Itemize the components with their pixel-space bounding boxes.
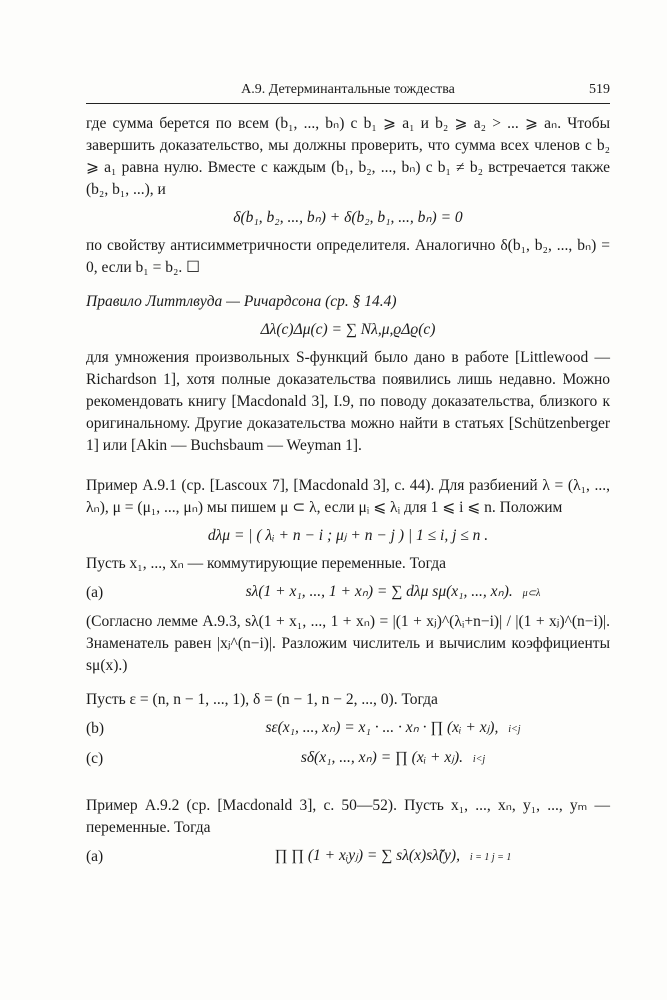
equation-subscript: i<j xyxy=(472,754,486,765)
paragraph: Пусть x₁, ..., xₙ — коммутирующие переменные. Тогда xyxy=(86,555,447,572)
equation-label: (c) xyxy=(86,750,104,767)
paragraph: Пусть ε = (n, n − 1, ..., 1), δ = (n − 1, n − 2, ..., 0). Тогда xyxy=(86,691,438,708)
equation-subscript: i = 1 j = 1 xyxy=(469,852,512,863)
equation-row xyxy=(86,581,610,605)
equation-formula: sλ(1 + x₁, ..., 1 + xₙ) = ∑ dλμ sμ(x₁, ..., xₙ). μ⊂λ xyxy=(245,583,541,600)
running-header xyxy=(86,82,610,100)
equation-row xyxy=(86,747,610,771)
example-paragraph: Пример А.9.1 (ср. [Lascoux 7], [Macdonald 3], с. 44). Для разбиений λ = (λ₁, ..., λₙ), μ = (μ₁, ..., μₙ) мы пишем μ ⊂ λ, если μᵢ ⩽ λᵢ для 1 ⩽ i ⩽ n. Положим xyxy=(86,477,610,516)
equation-display: Δλ(c)Δμ(c) = ∑ Nλ,μ,ϱΔϱ(c) xyxy=(260,321,436,338)
page-body xyxy=(86,113,610,875)
running-header-title: А.9. Детерминантальные тождества xyxy=(241,82,455,97)
equation-formula: sδ(x₁, ..., xₙ) = ∏ (xᵢ + xⱼ). i<j xyxy=(300,749,486,766)
paragraph: для умножения произвольных S-функций было дано в работе [Littlewood — Richardson 1], хотя полные доказательства появились лишь недавно. Можно рекомендовать книгу [Macdonald 3], I.9, по поводу доказательства, близкого к оригинальному. Другие доказательства можно найти в статьях [Schützenberger 1] или [Akin — Buchsbaum — Weyman 1]. xyxy=(86,349,610,454)
equation-display: δ(b₁, b₂, ..., bₙ) + δ(b₂, b₁, ..., bₙ) = 0 xyxy=(233,209,463,226)
equation-subscript: i<j xyxy=(508,724,521,735)
equation-subscript: μ⊂λ xyxy=(522,588,541,599)
equation-label: (a) xyxy=(86,848,104,865)
page-number: 519 xyxy=(589,82,610,97)
paragraph: где сумма берется по всем (b₁, ..., bₙ) с b₁ ⩾ a₁ и b₂ ⩾ a₂ > ... ⩾ aₙ. Чтобы завершить доказательство, мы должны проверить, что сумма всех членов с b₂ ⩾ a₁ равна нулю. Вместе с каждым (b₁, b₂, ..., bₙ) с b₁ ≠ b₂ встречается также (b₂, b₁, ...), и xyxy=(86,115,610,198)
example-paragraph: Пример А.9.2 (ср. [Macdonald 3], с. 50—52). Пусть x₁, ..., xₙ, y₁, ..., yₘ — переменные. Тогда xyxy=(86,797,610,836)
equation-formula: sε(x₁, ..., xₙ) = x₁ · ... · xₙ · ∏ (xᵢ + xⱼ), i<j xyxy=(265,719,521,736)
equation-label: (b) xyxy=(86,720,105,737)
paragraph: (Согласно лемме А.9.3, sλ(1 + x₁, ..., 1 + xₙ) = |(1 + xⱼ)^(λᵢ+n−i)| / |(1 + xⱼ)^(n−i)|. Знаменатель равен |xⱼ^(n−i)|. Разложим числитель и вычислим коэффициенты sμ(x).) xyxy=(86,613,610,674)
equation-display: dλμ = | ( λᵢ + n − i ; μⱼ + n − j ) | 1 ≤ i, j ≤ n . xyxy=(207,527,489,544)
equation-row xyxy=(86,845,610,869)
equation-formula: ∏ ∏ (1 + xᵢyⱼ) = ∑ sλ(x)sλ̃(y), i = 1 j = 1 xyxy=(274,847,512,864)
paragraph: по свойству антисимметричности определителя. Аналогично δ(b₁, b₂, ..., bₙ) = 0, если b₁ = b₂. ☐ xyxy=(86,237,610,276)
equation-row xyxy=(86,717,610,741)
rule-heading: Правило Литтлвуда — Ричардсона (ср. § 14.4) xyxy=(86,293,397,310)
equation-label: (a) xyxy=(86,584,104,601)
header-rule xyxy=(86,103,610,104)
